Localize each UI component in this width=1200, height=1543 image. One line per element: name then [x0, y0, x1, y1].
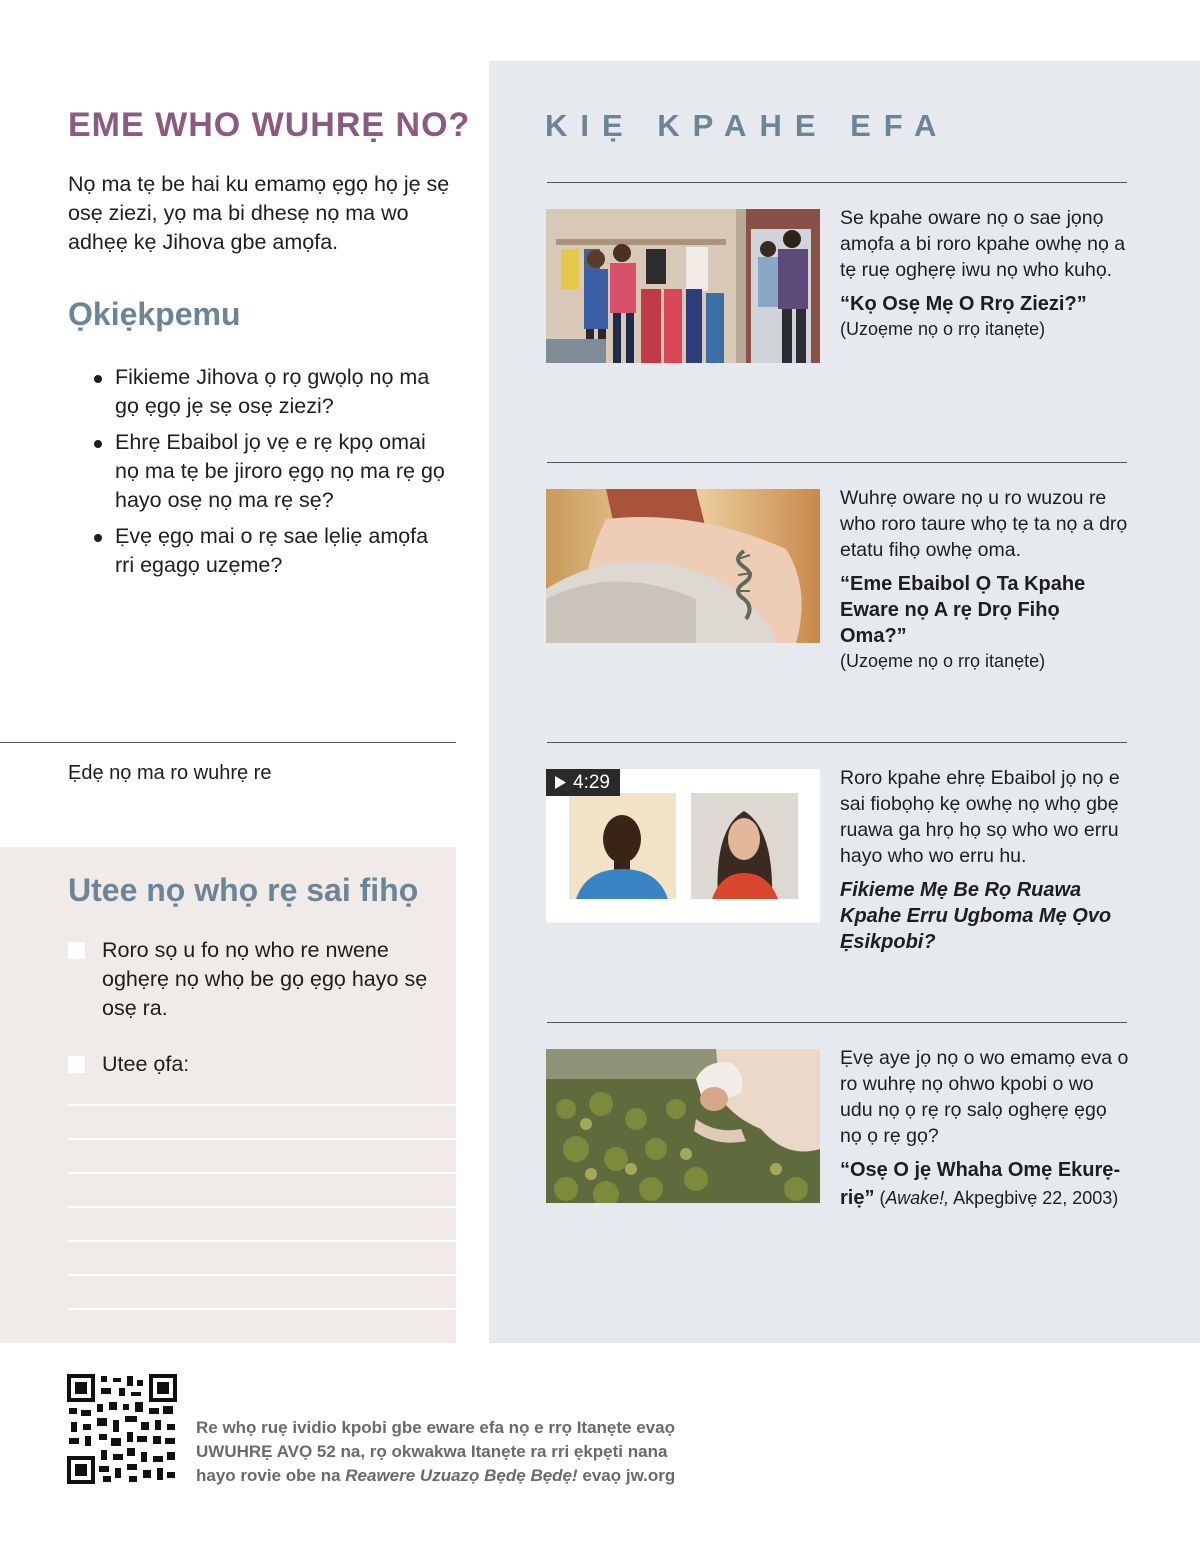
reading-source-prefix: (	[874, 1188, 886, 1208]
review-questions	[92, 363, 452, 587]
further-reading-heading: KIẸ KPAHE EFA	[545, 108, 950, 143]
reading-description: Wuhrẹ oware nọ u ro wuzou re who roro taure whọ tẹ ta nọ a drọ etatu fihọ owhẹ oma.	[840, 487, 1128, 561]
video-title-link[interactable]: Fikieme Mẹ Be Rọ Ruawa Kpahe Erru Ugboma Mẹ Ọvo Ẹsikpobi?	[840, 879, 1112, 953]
reading-title-link[interactable]: “Osẹ O jẹ Whaha Omẹ Ekurẹriẹ”	[840, 1159, 1121, 1209]
reading-source-date: Akpegbivẹ 22, 2003)	[949, 1188, 1119, 1208]
qr-code-icon[interactable]	[67, 1374, 177, 1484]
review-question: Ẹvẹ ẹgọ mai o rẹ sae lẹliẹ amọfa rri egagọ uzẹme?	[92, 522, 452, 580]
review-question: Ehrẹ Ebaibol jọ vẹ e rẹ kpọ omai nọ ma tẹ be jiroro ẹgọ nọ ma rẹ gọ hayo osẹ nọ ma rẹ sẹ?	[92, 428, 452, 515]
reading-description: Se kpahe oware nọ o sae jọnọ amọfa a bi roro kpahe owhẹ nọ a tẹ ruẹ oghẹrẹ iwu nọ who kuhọ.	[840, 207, 1126, 281]
book-title: Reawere Uzuazọ Bẹdẹ Bẹdẹ!	[345, 1466, 578, 1485]
writing-line[interactable]	[68, 1138, 456, 1140]
lesson-heading: EME WHO WUHRẸ NO?	[68, 106, 471, 144]
study-date-label: Ẹdẹ nọ ma ro wuhrẹ re	[68, 762, 272, 784]
writing-line[interactable]	[68, 1240, 456, 1242]
footer-line	[196, 1464, 736, 1488]
footer-note	[196, 1416, 736, 1488]
clothing-store-image[interactable]	[546, 209, 820, 363]
task-checkbox[interactable]	[68, 942, 85, 959]
lesson-intro: Nọ ma tẹ be hai ku emamọ ẹgọ họ jẹ sẹ osẹ ziezi, yọ ma bi dhesẹ nọ ma wo adhẹẹ kẹ Jihova gbe amọfa.	[68, 172, 450, 254]
reading-description: Ẹvẹ aye jọ nọ o wo emamọ eva o ro wuhrẹ nọ ohwo kpobi o wo udu nọ ọ rẹ rọ salọ oghẹrẹ ẹgọ nọ ọ rẹ gọ?	[840, 1047, 1129, 1147]
writing-line[interactable]	[68, 1104, 456, 1106]
divider	[547, 1022, 1127, 1023]
writing-line[interactable]	[68, 1308, 456, 1310]
divider	[547, 742, 1127, 743]
review-heading: Ọkiẹkpemu	[68, 296, 241, 332]
reading-title-link[interactable]: “Eme Ebaibol Ọ Ta Kpahe Eware nọ A rẹ Drọ Fihọ Oma?”	[840, 573, 1086, 647]
task-checkbox[interactable]	[68, 1056, 85, 1073]
review-question: Fikieme Jihova ọ rọ gwọlọ nọ ma gọ ẹgọ jẹ sẹ osẹ ziezi?	[92, 363, 452, 421]
footer-line: Re whọ ruẹ ividio kpobi gbe eware efa nọ e rrọ Itanẹte evaọ	[196, 1418, 675, 1437]
divider	[0, 742, 456, 743]
reading-source: (Uzoẹme nọ o rrọ itanẹte)	[840, 319, 1046, 339]
writing-line[interactable]	[68, 1206, 456, 1208]
divider	[547, 182, 1127, 183]
reading-title-line	[840, 1157, 1130, 1213]
task-item	[68, 936, 448, 1023]
video-thumbnail[interactable]	[546, 769, 820, 923]
tasks-heading: Utee nọ whọ rẹ sai fihọ	[68, 872, 419, 908]
reading-source-publication: Awake!,	[885, 1188, 950, 1208]
writing-line[interactable]	[68, 1274, 456, 1276]
footer-line: UWUHRẸ AVỌ 52 na, rọ okwakwa Itanẹte ra rri ẹkpẹti nana	[196, 1442, 668, 1461]
reading-source: (Uzoẹme nọ o rrọ itanẹte)	[840, 651, 1046, 671]
reading-item	[840, 205, 1130, 341]
reading-title-link[interactable]: “Kọ Osẹ Mẹ O Rrọ Ziezi?”	[840, 293, 1087, 315]
field-worker-image[interactable]	[546, 1049, 820, 1203]
reading-item	[840, 1045, 1130, 1213]
writing-line[interactable]	[68, 1172, 456, 1174]
footer-text: hayo rovie obe na	[196, 1466, 346, 1485]
video-duration: 4:29	[573, 772, 610, 793]
reading-description: Roro kpahe ehrẹ Ebaibol jọ nọ e sai fiobọhọ kẹ owhẹ nọ whọ gbẹ ruawa ga hrọ họ sọ who wo erru hayo who wo erru hu.	[840, 767, 1120, 867]
reading-item	[840, 485, 1130, 673]
tasks-panel	[0, 847, 456, 1343]
divider	[547, 462, 1127, 463]
task-label: Utee ọfa:	[102, 1052, 190, 1076]
task-item	[68, 1050, 448, 1079]
tattoo-image[interactable]	[546, 489, 820, 643]
task-label: Roro sọ u fo nọ who re nwene oghẹrẹ nọ whọ be gọ ẹgọ hayo sẹ osẹ ra.	[102, 938, 428, 1020]
footer-text: evaọ jw.org	[577, 1466, 676, 1485]
reading-item	[840, 765, 1130, 955]
